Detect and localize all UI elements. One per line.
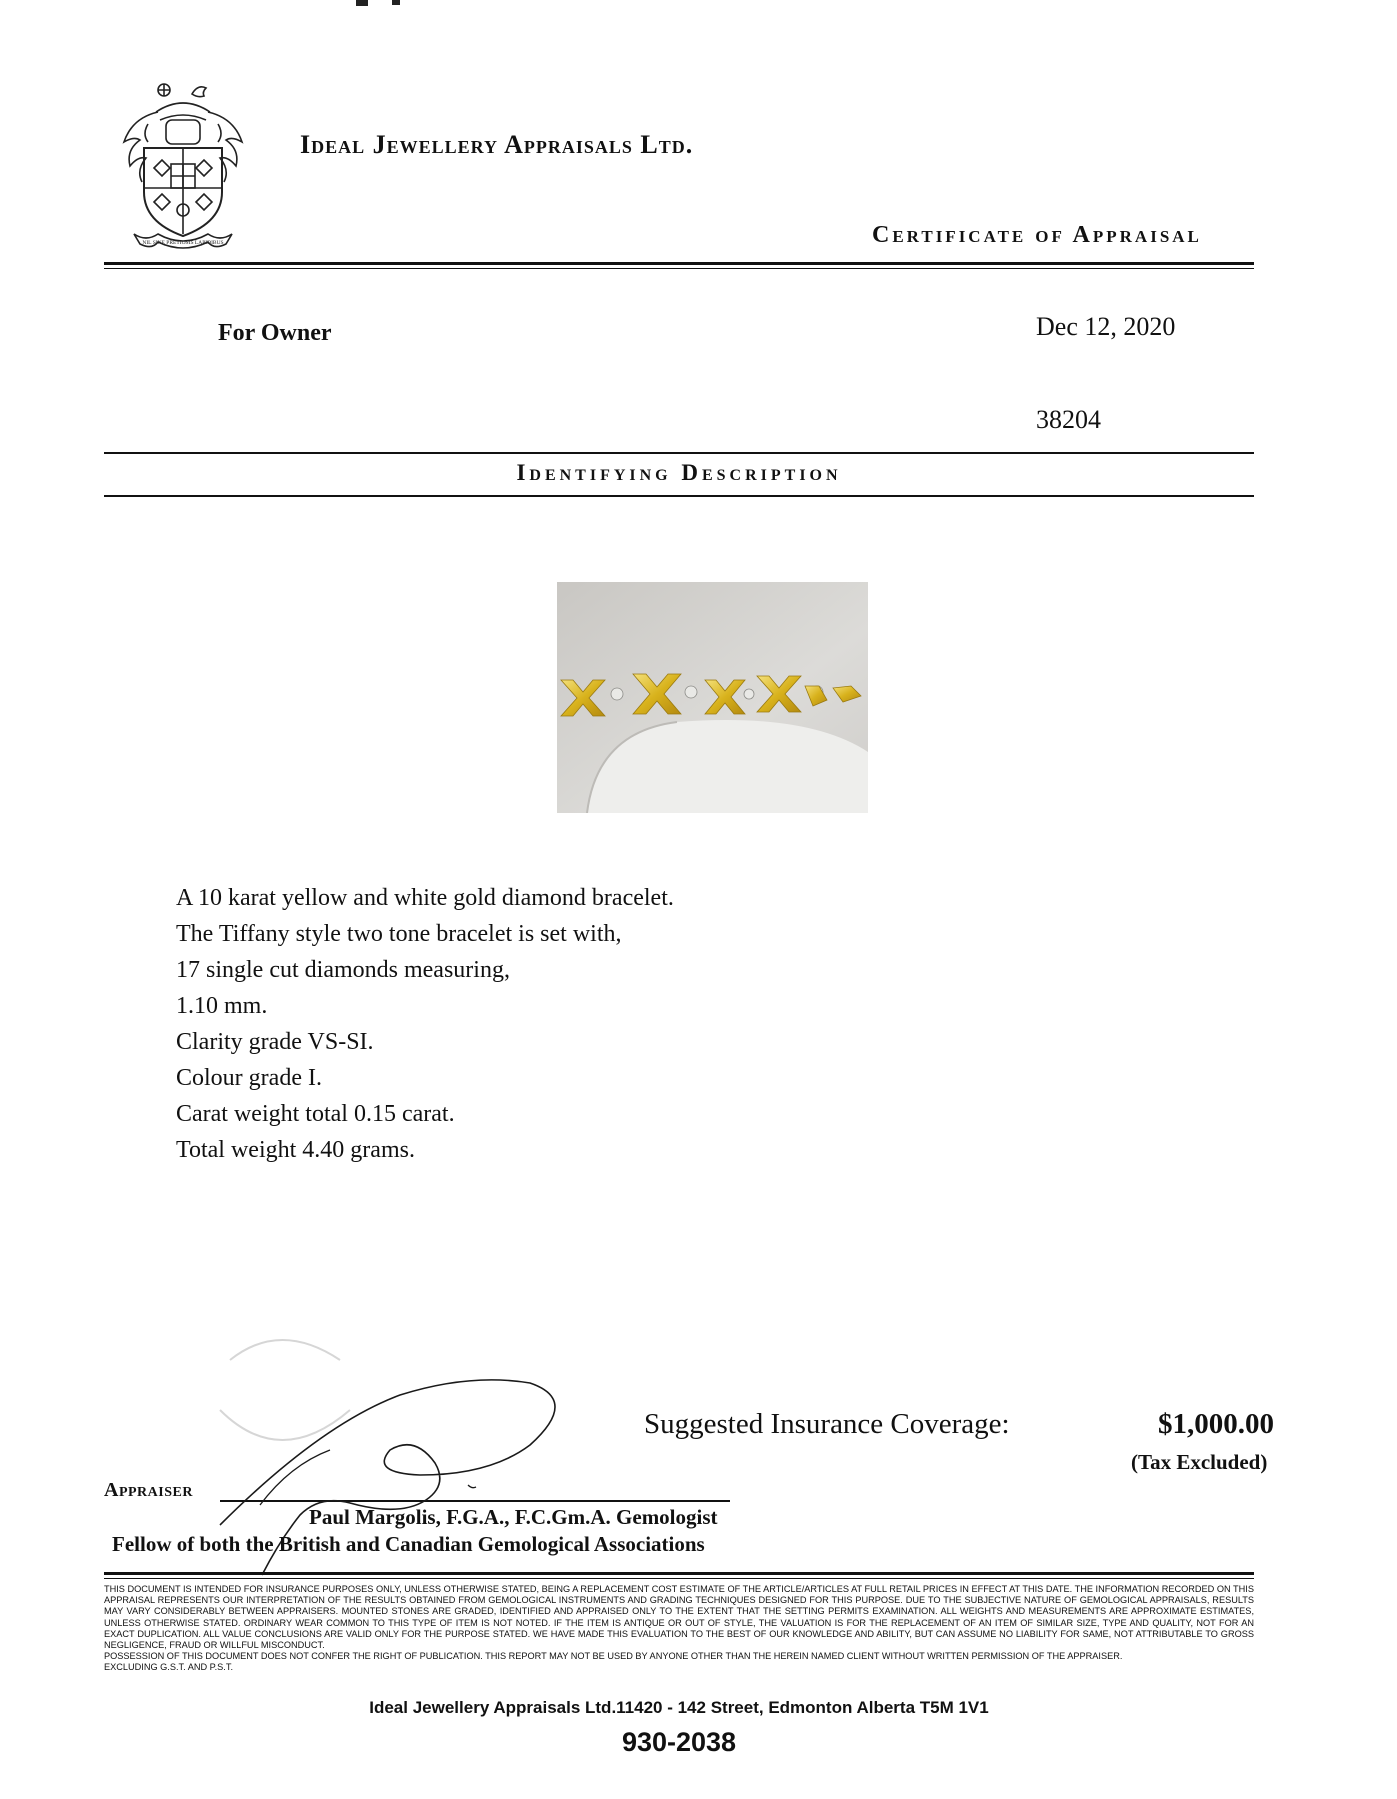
description-line: Carat weight total 0.15 carat. [176,1101,455,1127]
company-name: Ideal Jewellery Appraisals Ltd. [300,130,694,159]
svg-text:NIL SINE PRETIOSIS LAPIDIBUS: NIL SINE PRETIOSIS LAPIDIBUS [142,240,224,246]
appraisal-date: Dec 12, 2020 [1036,312,1176,341]
appraiser-affiliation: Fellow of both the British and Canadian Gemological Associations [112,1532,705,1556]
top-edge-mark [356,0,368,6]
company-phone: 930-2038 [621,1727,737,1757]
description-line: Colour grade I. [176,1065,322,1091]
header-divider-thin [104,268,1254,269]
description-line: 17 single cut diamonds measuring, [176,957,510,983]
tax-note: (Tax Excluded) [1131,1450,1268,1474]
certificate-title: Certificate of Appraisal [872,222,1202,248]
disclaimer-paragraph: EXCLUDING G.S.T. AND P.S.T. [104,1662,233,1673]
reference-number: 38204 [1036,405,1101,434]
description-line: The Tiffany style two tone bracelet is set with, [176,921,622,947]
appraiser-label: Appraiser [104,1479,193,1501]
top-edge-mark [392,0,400,5]
description-line: A 10 karat yellow and white gold diamond bracelet. [176,885,674,911]
header-divider [104,262,1254,265]
description-line: Clarity grade VS-SI. [176,1029,374,1055]
item-description [176,880,674,1168]
insurance-label: Suggested Insurance Coverage: [644,1408,1010,1440]
insurance-amount: $1,000.00 [1158,1408,1274,1440]
legal-disclaimer [104,1584,1254,1674]
appraiser-name: Paul Margolis, F.G.A., F.C.Gm.A. Gemologist [309,1505,718,1529]
footer-divider-thin [104,1578,1254,1579]
disclaimer-paragraph: POSSESSION OF THIS DOCUMENT DOES NOT CONFER THE RIGHT OF PUBLICATION. THIS REPORT MAY NOT BE USED BY ANYONE OTHER THAN THE HEREIN NAMED CLIENT WITHOUT WRITTEN PERMISSION OF THE APPRAISER. [104,1651,1123,1662]
owner-label: For Owner [218,320,332,346]
bracelet-photo [557,582,868,813]
company-address: Ideal Jewellery Appraisals Ltd.11420 - 142 Street, Edmonton Alberta T5M 1V1 [369,1698,989,1717]
description-line: Total weight 4.40 grams. [176,1137,415,1163]
footer-divider [104,1572,1254,1575]
section-title: Identifying Description [516,460,842,485]
description-line: 1.10 mm. [176,993,268,1019]
disclaimer-paragraph: THIS DOCUMENT IS INTENDED FOR INSURANCE PURPOSES ONLY, UNLESS OTHERWISE STATED, BEING A REPLACEMENT COST ESTIMATE OF THE ARTICLE/ARTICLES AT FULL RETAIL PRICES IN EFFECT AT THIS DATE. THE INFORMATION RECORDED ON THIS APPRAISAL REPRESENTS OUR INTERPRETATION OF THE RESULTS OBTAINED FROM GEMOLOGICAL INSTRUMENTS AND GRADING TECHNIQUES DESIGNED FOR THIS PURPOSE. DUE TO THE SUBJECTIVE NATURE OF GEMOLOGICAL APPRAISALS, RESULTS MAY VARY CONSIDERABLY BETWEEN APPRAISERS. MOUNTED STONES ARE GRADED, IDENTIFIED AND APPRAISED ONLY TO THE EXTENT THAT THE SETTING PERMITS EXAMINATION. ALL WEIGHTS AND MEASUREMENTS ARE APPROXIMATE ESTIMATES, UNLESS OTHERWISE STATED. ORDINARY WEAR COMMON TO THIS TYPE OF ITEM IS NOT NOTED. IF THE ITEM IS ANTIQUE OR OUT OF STYLE, THE VALUATION IS FOR THE REPLACEMENT OF AN ITEM OF SIMILAR SIZE, TYPE AND QUALITY, NOT FOR AN EXACT DUPLICATION. ALL VALUE CONCLUSIONS ARE VALID ONLY FOR THE PURPOSE STATED. WE HAVE MADE THIS EVALUATION TO THE BEST OF OUR KNOWLEDGE AND ABILITY, BUT CAN ASSUME NO LIABILITY FOR SAME, NOT ATTRIBUTABLE TO GROSS NEGLIGENCE, FRAUD OR WILLFUL MISCONDUCT. [104,1584,1254,1651]
coat-of-arms-logo [108,72,258,260]
section-divider-top [104,452,1254,454]
section-divider-bottom [104,495,1254,497]
